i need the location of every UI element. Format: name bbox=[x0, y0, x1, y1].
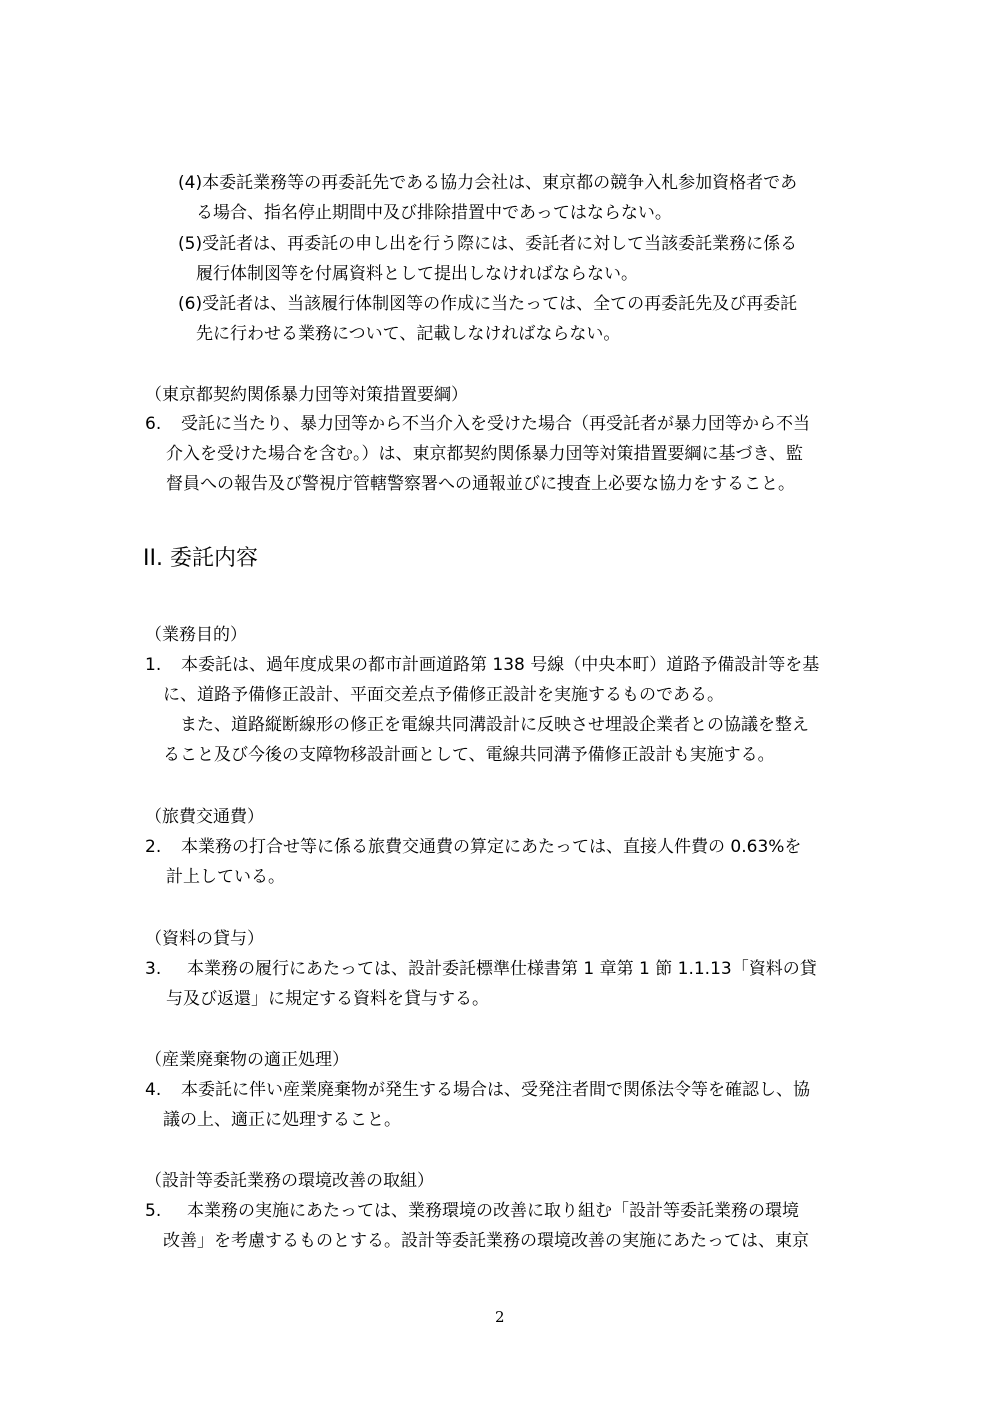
section-text: 本委託に伴い産業廃棄物が発生する場合は、受発注者間で関係法令等を確認し、協 bbox=[181, 1080, 810, 1100]
section-6-line2: 介入を受けた場合を含む。）は、東京都契約関係暴力団等対策措置要綱に基づき、監 bbox=[166, 444, 803, 464]
section-text: 本業務の打合せ等に係る旅費交通費の算定にあたっては、直接人件費の 0.63%を bbox=[181, 837, 802, 857]
section-text: 受託に当たり、暴力団等から不当介入を受けた場合（再受託者が暴力団等から不当 bbox=[181, 414, 810, 434]
item-6-line1: (6)受託者は、当該履行体制図等の作成に当たっては、全ての再委託先及び再委託 bbox=[178, 294, 798, 314]
item-5-line1: (5)受託者は、再委託の申し出を行う際には、委託者に対して当該委託業務に係る bbox=[178, 234, 798, 254]
item-5-line2: 履行体制図等を付属資料として提出しなければならない。 bbox=[196, 264, 638, 284]
section-6-heading: （東京都契約関係暴力団等対策措置要綱） bbox=[145, 385, 468, 405]
section-3-line2: 与及び返還」に規定する資料を貸与する。 bbox=[166, 989, 489, 1009]
section-4-line1 bbox=[145, 1079, 810, 1101]
section-text: 本業務の履行にあたっては、設計委託標準仕様書第 1 章第 1 節 1.1.13「資料の貸 bbox=[187, 959, 817, 979]
section-number: 1. bbox=[145, 655, 162, 675]
section-2-line1 bbox=[145, 836, 801, 858]
section-number: 6. bbox=[145, 414, 162, 434]
section-3-line1 bbox=[145, 958, 817, 980]
section-1-line4: ること及び今後の支障物移設計画として、電線共同溝予備修正設計も実施する。 bbox=[163, 745, 775, 765]
section-1-heading: （業務目的） bbox=[145, 625, 247, 645]
item-4-line2: る場合、指名停止期間中及び排除措置中であってはならない。 bbox=[196, 203, 672, 223]
section-5-heading: （設計等委託業務の環境改善の取組） bbox=[145, 1171, 434, 1191]
section-5-line2: 改善」を考慮するものとする。設計等委託業務の環境改善の実施にあたっては、東京 bbox=[163, 1231, 809, 1251]
page-number: 2 bbox=[495, 1308, 505, 1326]
section-5-line1 bbox=[145, 1200, 799, 1222]
section-6-line1 bbox=[145, 413, 810, 435]
section-4-heading: （産業廃棄物の適正処理） bbox=[145, 1050, 349, 1070]
section-number: 3. bbox=[145, 959, 162, 979]
chapter-title: II. 委託内容 bbox=[143, 546, 258, 571]
section-6-line3: 督員への報告及び警視庁管轄警察署への通報並びに捜査上必要な協力をすること。 bbox=[166, 474, 795, 494]
section-number: 5. bbox=[145, 1201, 162, 1221]
section-3-heading: （資料の貸与） bbox=[145, 929, 264, 949]
section-1-line2: に、道路予備修正設計、平面交差点予備修正設計を実施するものである。 bbox=[163, 685, 724, 705]
section-1-line3: また、道路縦断線形の修正を電線共同溝設計に反映させ埋設企業者との協議を整え bbox=[180, 715, 809, 735]
section-number: 2. bbox=[145, 837, 162, 857]
section-number: 4. bbox=[145, 1080, 162, 1100]
section-1-line1 bbox=[145, 654, 819, 676]
section-text: 本委託は、過年度成果の都市計画道路第 138 号線（中央本町）道路予備設計等を基 bbox=[181, 655, 820, 675]
section-text: 本業務の実施にあたっては、業務環境の改善に取り組む「設計等委託業務の環境 bbox=[187, 1201, 799, 1221]
item-4-line1: (4)本委託業務等の再委託先である協力会社は、東京都の競争入札参加資格者であ bbox=[178, 173, 798, 193]
item-6-line2: 先に行わせる業務について、記載しなければならない。 bbox=[196, 324, 621, 344]
section-4-line2: 議の上、適正に処理すること。 bbox=[163, 1110, 401, 1130]
section-2-line2: 計上している。 bbox=[166, 867, 285, 887]
section-2-heading: （旅費交通費） bbox=[145, 807, 264, 827]
